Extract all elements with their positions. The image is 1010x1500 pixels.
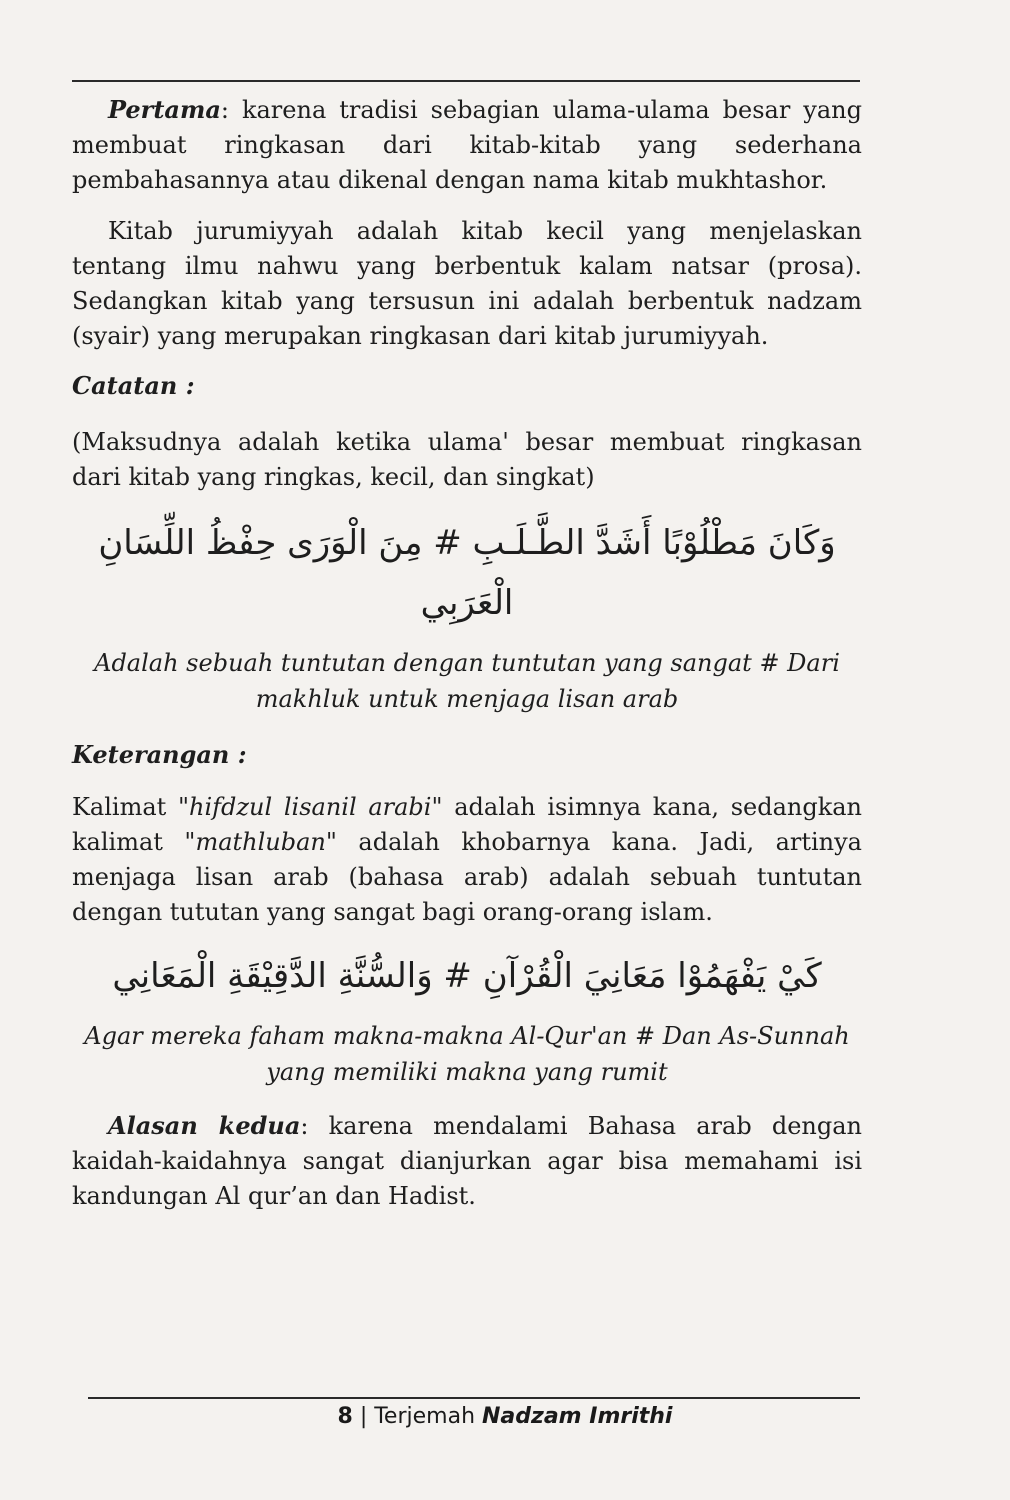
bottom-rule — [88, 1397, 860, 1399]
lead-pertama: Pertama — [108, 95, 221, 124]
term-hifdzul: hifdzul lisanil arabi — [189, 793, 432, 821]
arabic-verse-1: وَكَانَ مَطْلُوْبًا أَشَدَّ الطَّـلَـبِ # مِنَ الْوَرَى حِفْظُ اللِّسَانِ الْعَرَبِي — [98, 523, 836, 623]
keterangan-text: Kalimat "hifdzul lisanil arabi" adalah isimnya kana, sedangkan kalimat "mathluban" adalah khobarnya kana. Jadi, artinya menjaga lisan arab (bahasa arab) adalah sebuah tuntutan dengan tututan yang sangat bagi orang-orang islam. — [72, 793, 863, 926]
term-mathluban: mathluban — [195, 828, 326, 856]
top-rule — [72, 80, 860, 82]
page-content — [72, 92, 862, 1214]
paragraph-jurumiyyah: Kitab jurumiyyah adalah kitab kecil yang menjelaskan tentang ilmu nahwu yang berbentuk kalam natsar (prosa). Sedangkan kitab yang tersusun ini adalah berbentuk nadzam (syair) yang merupakan ringkasan dari kitab jurumiyyah. — [72, 217, 862, 350]
heading-catatan: Catatan : — [72, 371, 195, 400]
catatan-text: (Maksudnya adalah ketika ulama' besar membuat ringkasan dari kitab yang ringkas, kecil, dan singkat) — [72, 428, 862, 491]
verse-1-translation-line-2: makhluk untuk menjaga lisan arab — [255, 685, 679, 713]
page-footer — [0, 1404, 1010, 1429]
lead-alasan-kedua: Alasan kedua — [108, 1111, 301, 1140]
paragraph-pertama-text: : karena tradisi sebagian ulama-ulama besar yang membuat ringkasan dari kitab-kitab yang sederhana pembahasannya atau dikenal dengan nama kitab mukhtashor. — [72, 96, 862, 194]
paragraph-alasan-kedua — [72, 1108, 862, 1214]
footer-prefix: Terjemah — [374, 1404, 483, 1429]
verse-1-translation-line-1: Adalah sebuah tuntutan dengan tuntutan yang sangat # Dari — [94, 649, 840, 677]
verse-2-translation-line-1: Agar mereka faham makna-makna Al-Qur'an # Dan As-Sunnah — [84, 1022, 850, 1050]
footer-separator: | — [352, 1404, 375, 1429]
page-number: 8 — [337, 1404, 353, 1429]
heading-keterangan: Keterangan : — [72, 740, 247, 769]
arabic-verse-2: كَيْ يَفْهَمُوْا مَعَانِيَ الْقُرْآنِ # وَالسُّنَّةِ الدَّقِيْقَةِ الْمَعَانِي — [112, 956, 822, 996]
verse-2-translation-line-2: yang memiliki makna yang rumit — [266, 1058, 668, 1086]
paragraph-alasan-kedua-text: : karena mendalami Bahasa arab dengan kaidah-kaidahnya sangat dianjurkan agar bisa memahami isi kandungan Al qur’an dan Hadist. — [72, 1112, 862, 1210]
paragraph-pertama — [72, 92, 862, 198]
book-title: Nadzam Imrithi — [482, 1404, 673, 1429]
